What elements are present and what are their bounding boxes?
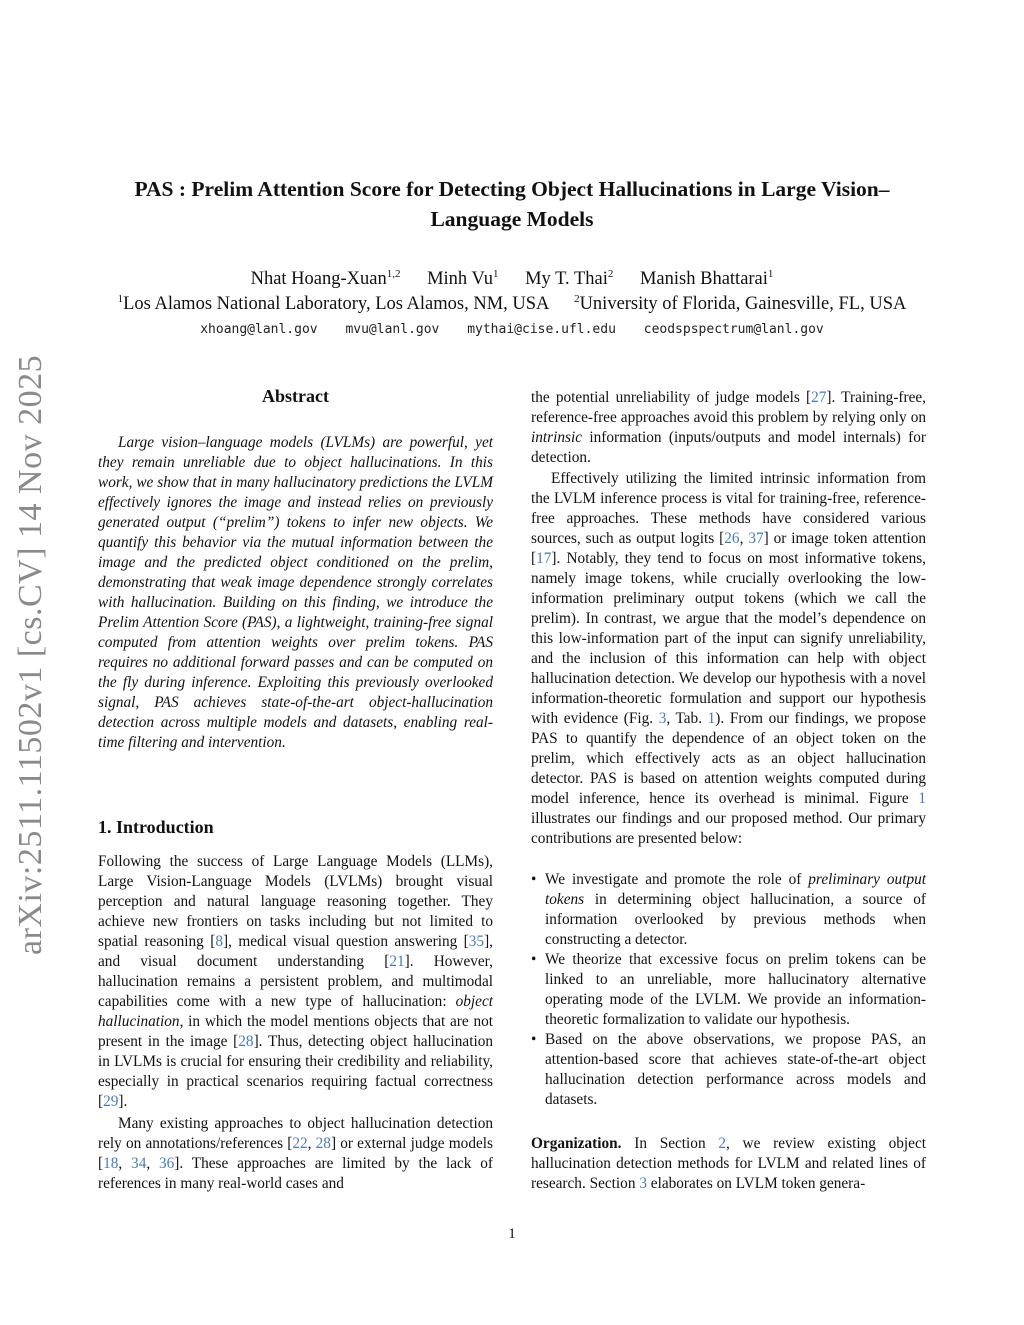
bullet-icon: • bbox=[531, 951, 537, 968]
citation-link[interactable]: 29 bbox=[103, 1093, 119, 1110]
email-list bbox=[90, 322, 934, 337]
section-link[interactable]: 2 bbox=[718, 1135, 726, 1152]
page-number: 1 bbox=[508, 1226, 516, 1242]
citation-link[interactable]: 8 bbox=[215, 933, 223, 950]
citation-link[interactable]: 37 bbox=[748, 530, 764, 547]
author-list bbox=[90, 269, 934, 290]
section-link[interactable]: 3 bbox=[639, 1175, 647, 1192]
author: Minh Vu$^1$ bbox=[427, 268, 499, 289]
citation-link[interactable]: 34 bbox=[131, 1155, 147, 1172]
contributions-list bbox=[531, 870, 926, 1110]
right-paragraph-1: the potential unreliability of judge models [27]. Training-free, reference-free approaches avoid this problem by relying only on intrinsic information (inputs/outputs and model internals) for detection. bbox=[531, 389, 926, 466]
author: My T. Thai$^2$ bbox=[525, 268, 614, 289]
citation-link[interactable]: 28 bbox=[238, 1033, 254, 1050]
email[interactable]: xhoang@lanl.gov bbox=[200, 322, 318, 337]
citation-link[interactable]: 21 bbox=[389, 953, 405, 970]
email[interactable]: ceodspspectrum@lanl.gov bbox=[643, 322, 824, 337]
abstract-heading: Abstract bbox=[262, 386, 329, 406]
author: Manish Bhattarai$^1$ bbox=[639, 268, 774, 289]
list-item: • We theorize that excessive focus on prelim tokens can be linked to an unreliable, more hallucinatory alternative operating mode of the LVLM. We provide an information-theoretic formalization to validate our hypothesis. bbox=[531, 951, 926, 1028]
right-paragraph-2: Effectively utilizing the limited intrinsic information from the LVLM inference process is vital for training-free, reference-free approaches. These methods have considered various sources, such as output logits [26, 37] or image token attention [17]. Notably, they tend to focus on most informative tokens, namely image tokens, while crucially overlooking the low-information preliminary output tokens (which we call the prelim). In contrast, we argue that the model’s dependence on this low-information part of the input can signify unreliability, and the inclusion of this information can help with object hallucination detection. We develop our hypothesis with a novel information-theoretic formulation and support our hypothesis with evidence (Fig. 3, Tab. 1). From our findings, we propose PAS to quantify the dependence of an object token on the prelim, which effectively acts as an object hallucination detector. PAS is based on attention weights computed during model inference, hence its overhead is minimal. Figure 1 illustrates our findings and our proposed method. Our primary contributions are presented below: bbox=[531, 470, 926, 847]
table-link[interactable]: 1 bbox=[707, 710, 716, 727]
intro-paragraph-1: Following the success of Large Language Models (LLMs), Large Vision-Language Models (LVLMs) brought visual perception and natural language reasoning together. They achieve new frontiers on tasks including but not limited to spatial reasoning [8], medical visual question answering [35], and visual document understanding [21]. However, hallucination remains a persistent problem, and multimodal capabilities come with a new type of hallucination: object hallucination, in which the model mentions objects that are not present in the image [28]. Thus, detecting object hallucination in LVLMs is crucial for ensuring their credibility and reliability, especially in practical scenarios requiring factual correctness [29]. bbox=[98, 853, 493, 1110]
citation-link[interactable]: 26 bbox=[724, 530, 740, 547]
citation-link[interactable]: 36 bbox=[158, 1155, 175, 1172]
citation-link[interactable]: 28 bbox=[315, 1135, 331, 1152]
abstract-text: Large vision–language models (LVLMs) are powerful, yet they remain unreliable due to object hallucinations. In this work, we show that in many hallucinatory predictions the LVLM effectively ignores the image and instead relies on previously generated output (“prelim”) tokens to infer new objects. We quantify this behavior via the mutual information between the image and the predicted object conditioned on the prelim, demonstrating that weak image dependence strongly correlates with hallucination. Building on this finding, we introduce the Prelim Attention Score (PAS), a lightweight, training-free signal computed from attention weights over prelim tokens. PAS requires no additional forward passes and can be computed on the fly during inference. Exploiting this previously overlooked signal, PAS achieves state-of-the-art object-hallucination detection across multiple models and datasets, enabling real-time filtering and intervention. bbox=[98, 434, 493, 751]
list-item: • We investigate and promote the role of preliminary output tokens in determining object hallucination, a source of information overlooked by previous methods when constructing a detector. bbox=[531, 871, 926, 948]
citation-link[interactable]: 17 bbox=[536, 550, 552, 567]
paper-title: PAS : Prelim Attention Score for Detecting Object Hallucinations in Large Vision–Language Models bbox=[134, 177, 890, 231]
citation-link[interactable]: 22 bbox=[292, 1135, 308, 1152]
abstract-body bbox=[98, 433, 493, 753]
bullet-icon: • bbox=[531, 1031, 537, 1048]
bullet-icon: • bbox=[531, 871, 537, 888]
section-heading-introduction: 1. Introduction bbox=[98, 817, 214, 837]
affiliation: $^1$Los Alamos National Laboratory, Los Alamos, NM, USA bbox=[117, 293, 550, 314]
citation-link[interactable]: 18 bbox=[103, 1155, 119, 1172]
email[interactable]: mythai@cise.ufl.edu bbox=[467, 322, 616, 337]
email[interactable]: mvu@lanl.gov bbox=[345, 322, 440, 337]
intro-paragraph-2: Many existing approaches to object hallucination detection rely on annotations/references [22, 28] or external judge models [18, 34, 36]. These approaches are limited by the lack of references in many real-world cases and bbox=[98, 1115, 493, 1192]
organization-label: Organization. bbox=[531, 1135, 622, 1152]
affiliation-list bbox=[60, 294, 964, 315]
figure-link[interactable]: 1 bbox=[918, 790, 926, 807]
figure-link[interactable]: 3 bbox=[658, 710, 667, 727]
list-item: • Based on the above observations, we propose PAS, an attention-based score that achieves state-of-the-art object hallucination detection performance across models and datasets. bbox=[531, 1031, 926, 1108]
citation-link[interactable]: 27 bbox=[811, 389, 827, 406]
citation-link[interactable]: 35 bbox=[468, 933, 485, 950]
organization-paragraph: Organization. In Section 2, we review existing object hallucination detection methods for LVLM and related lines of research. Section 3 elaborates on LVLM token genera- bbox=[531, 1135, 926, 1192]
author: Nhat Hoang-Xuan$^{1,2}$ bbox=[250, 268, 401, 289]
affiliation: $^2$University of Florida, Gainesville, FL, USA bbox=[574, 293, 907, 314]
arxiv-stamp[interactable]: arXiv:2511.11502v1 [cs.CV] 14 Nov 2025 bbox=[12, 354, 49, 955]
